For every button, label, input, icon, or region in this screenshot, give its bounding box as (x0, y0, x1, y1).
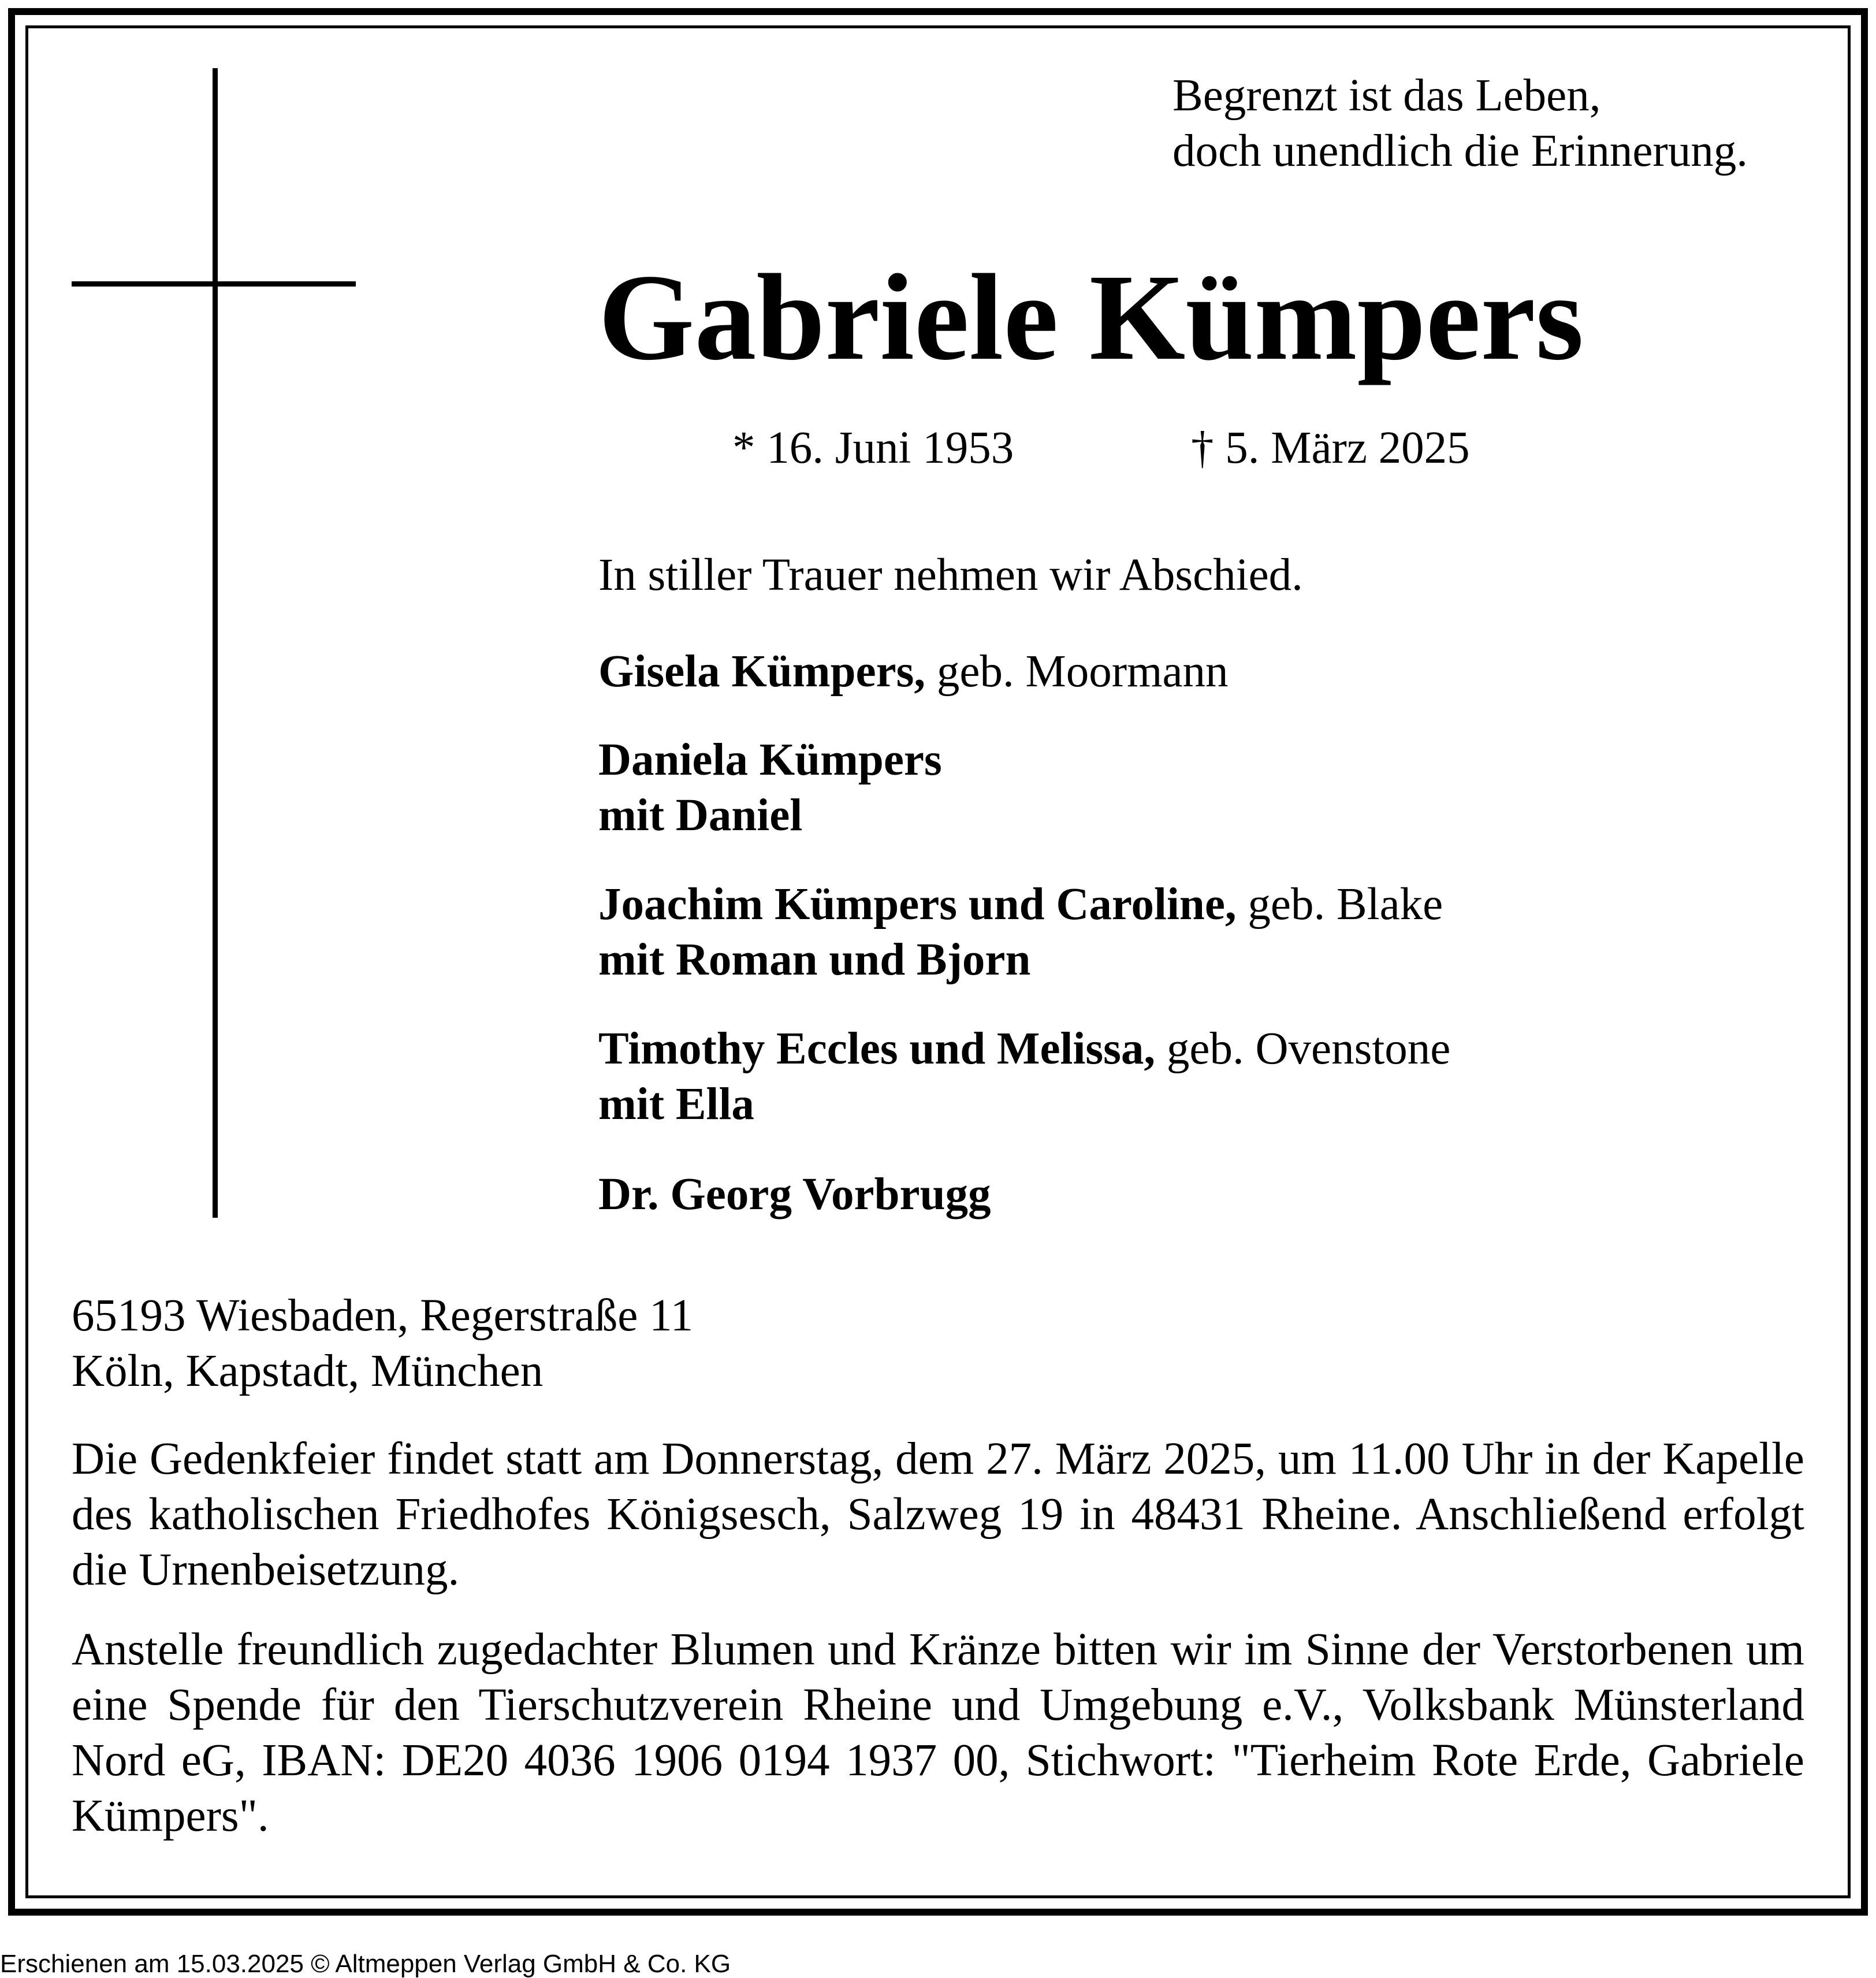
family-entry-joachim (598, 877, 1443, 988)
death-date: † 5. März 2025 (1191, 423, 1470, 473)
family-line: Dr. Georg Vorbrugg (598, 1169, 991, 1219)
address-line-1: 65193 Wiesbaden, Regerstraße 11 (72, 1291, 694, 1341)
family-line: mit Daniel (598, 790, 803, 841)
mourning-line: In stiller Trauer nehmen wir Abschied. (598, 550, 1303, 600)
family-entry-daniela (598, 733, 942, 843)
family-entry-timothy (598, 1021, 1450, 1132)
family-name-bold: Gisela Kümpers, (598, 646, 926, 697)
publication-footer: Erschienen am 15.03.2025 © Altmeppen Verlag GmbH & Co. KG (0, 1950, 731, 1978)
address (72, 1288, 693, 1399)
cross-icon-horizontal-bar (72, 281, 356, 287)
motto (1172, 68, 1748, 179)
motto-line-1: Begrenzt ist das Leben, (1172, 70, 1601, 121)
family-name-rest: geb. Blake (1236, 879, 1443, 929)
family-line: mit Roman und Bjorn (598, 935, 1031, 985)
family-line: Daniela Kümpers (598, 735, 942, 785)
donation-paragraph: Anstelle freundlich zugedachter Blumen und Kränze bitten wir im Sinne der Verstorbenen um eine Spende für den Tierschutzverein Rheine und Umgebung e.V., Volksbank Münsterland Nord eG, IBAN: DE20 4036 1906 0194 1937 00, Stichwort: "Tierheim Rote Erde, Gabriele Kümpers". (72, 1624, 1804, 1841)
family-name-rest: geb. Ovenstone (1155, 1024, 1451, 1074)
address-line-2: Köln, Kapstadt, München (72, 1346, 544, 1396)
family-entry-gisela (598, 644, 1229, 700)
family-line: mit Ella (598, 1079, 754, 1129)
family-name-rest: geb. Moormann (925, 646, 1229, 697)
motto-line-2: doch unendlich die Erinnerung. (1172, 126, 1748, 176)
ceremony-paragraph: Die Gedenkfeier findet statt am Donnerstag, dem 27. März 2025, um 11.00 Uhr in der Kapelle des katholischen Friedhofes Königsesch, Salzweg 19 in 48431 Rheine. Anschließend erfolgt die Urnenbeisetzung. (72, 1434, 1804, 1595)
birth-date: * 16. Juni 1953 (732, 423, 1014, 473)
family-entry-georg (598, 1167, 991, 1222)
cross-icon-vertical-bar (213, 68, 218, 1218)
family-name-bold: Timothy Eccles und Melissa, (598, 1024, 1156, 1074)
family-name-bold: Joachim Kümpers und Caroline, (598, 879, 1237, 929)
deceased-name: Gabriele Kümpers (598, 249, 1584, 386)
